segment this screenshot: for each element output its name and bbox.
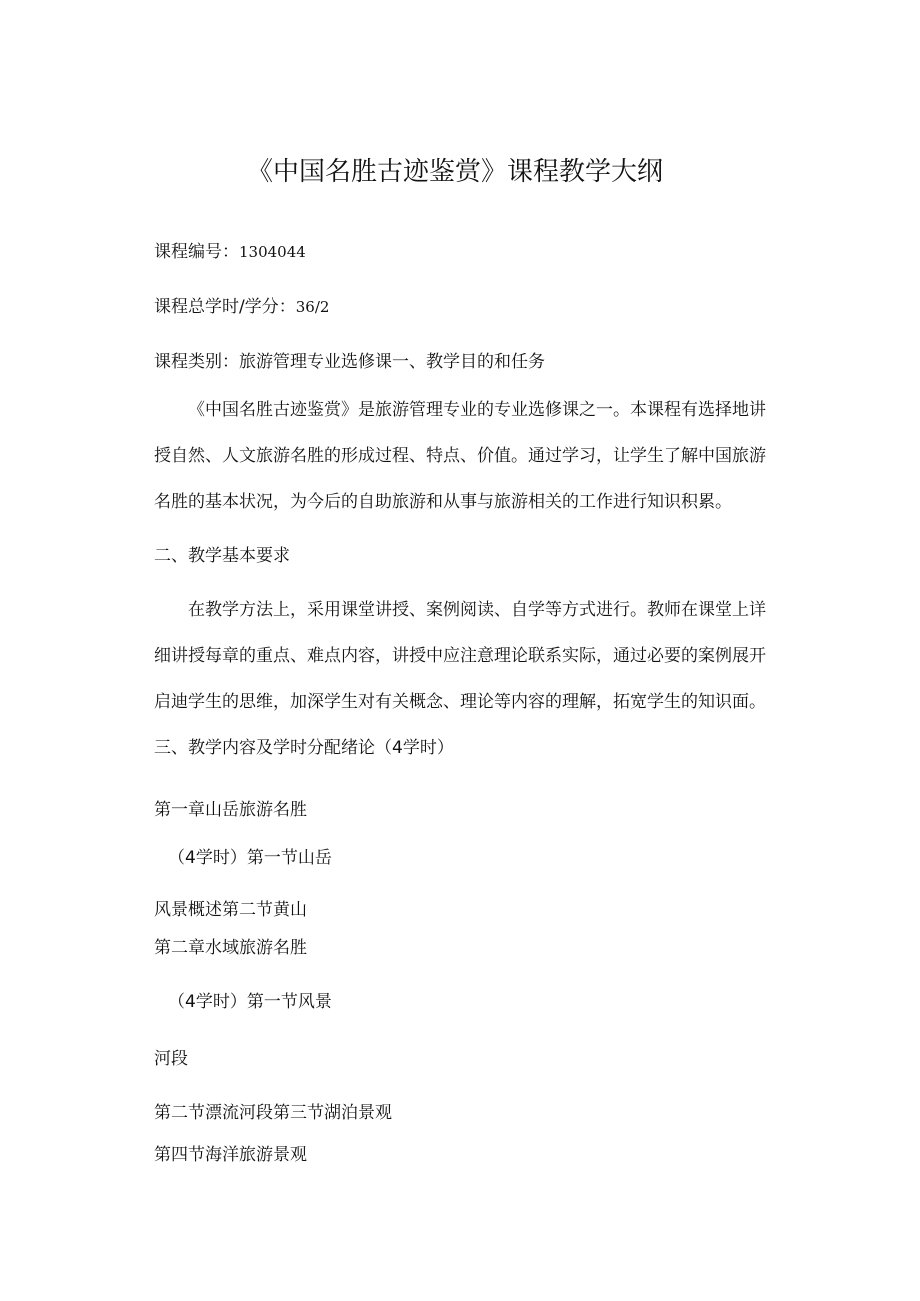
course-hours-value: 36/2 bbox=[295, 298, 330, 316]
course-hours-label: 课程总学时/学分： bbox=[154, 297, 296, 317]
course-code-label: 课程编号： bbox=[154, 242, 239, 262]
contents-line: （4学时）第一节风景 bbox=[168, 992, 332, 1012]
section2-paragraph: 在教学方法上，采用课堂讲授、案例阅读、自学等方式进行。教师在课堂上详细讲授每章的重点、难点内容，讲授中应注意理论联系实际，通过必要的案例展开启迪学生的思维，加深学生对有关概念、理论等内容的理解，拓宽学生的知识面。三、教学内容及学时分配绪论（4学时） bbox=[154, 600, 766, 758]
section1-paragraph: 《中国名胜古迹鉴赏》是旅游管理专业的专业选修课之一。本课程有选择地讲授自然、人文旅游名胜的形成过程、特点、价值。通过学习，让学生了解中国旅游名胜的基本状况，为今后的自助旅游和从事与旅游相关的工作进行知识积累。 bbox=[154, 400, 766, 512]
contents-line: 第一章山岳旅游名胜 bbox=[154, 800, 307, 820]
section2-heading: 二、教学基本要求 bbox=[154, 546, 290, 566]
course-code-line bbox=[154, 240, 306, 264]
course-hours-line bbox=[154, 295, 329, 319]
course-category-line: 课程类别：旅游管理专业选修课一、教学目的和任务 bbox=[154, 352, 545, 372]
contents-line: 第四节海洋旅游景观 bbox=[154, 1145, 307, 1165]
contents-line: 河段 bbox=[154, 1049, 188, 1069]
contents-line: （4学时）第一节山岳 bbox=[168, 848, 332, 868]
document-title: 《中国名胜古迹鉴赏》课程教学大纲 bbox=[246, 157, 663, 187]
contents-line: 第二章水域旅游名胜 bbox=[154, 938, 307, 958]
contents-line: 第二节漂流河段第三节湖泊景观 bbox=[154, 1103, 392, 1123]
contents-line: 风景概述第二节黄山 bbox=[154, 900, 307, 920]
course-code-value: 1304044 bbox=[239, 243, 306, 261]
